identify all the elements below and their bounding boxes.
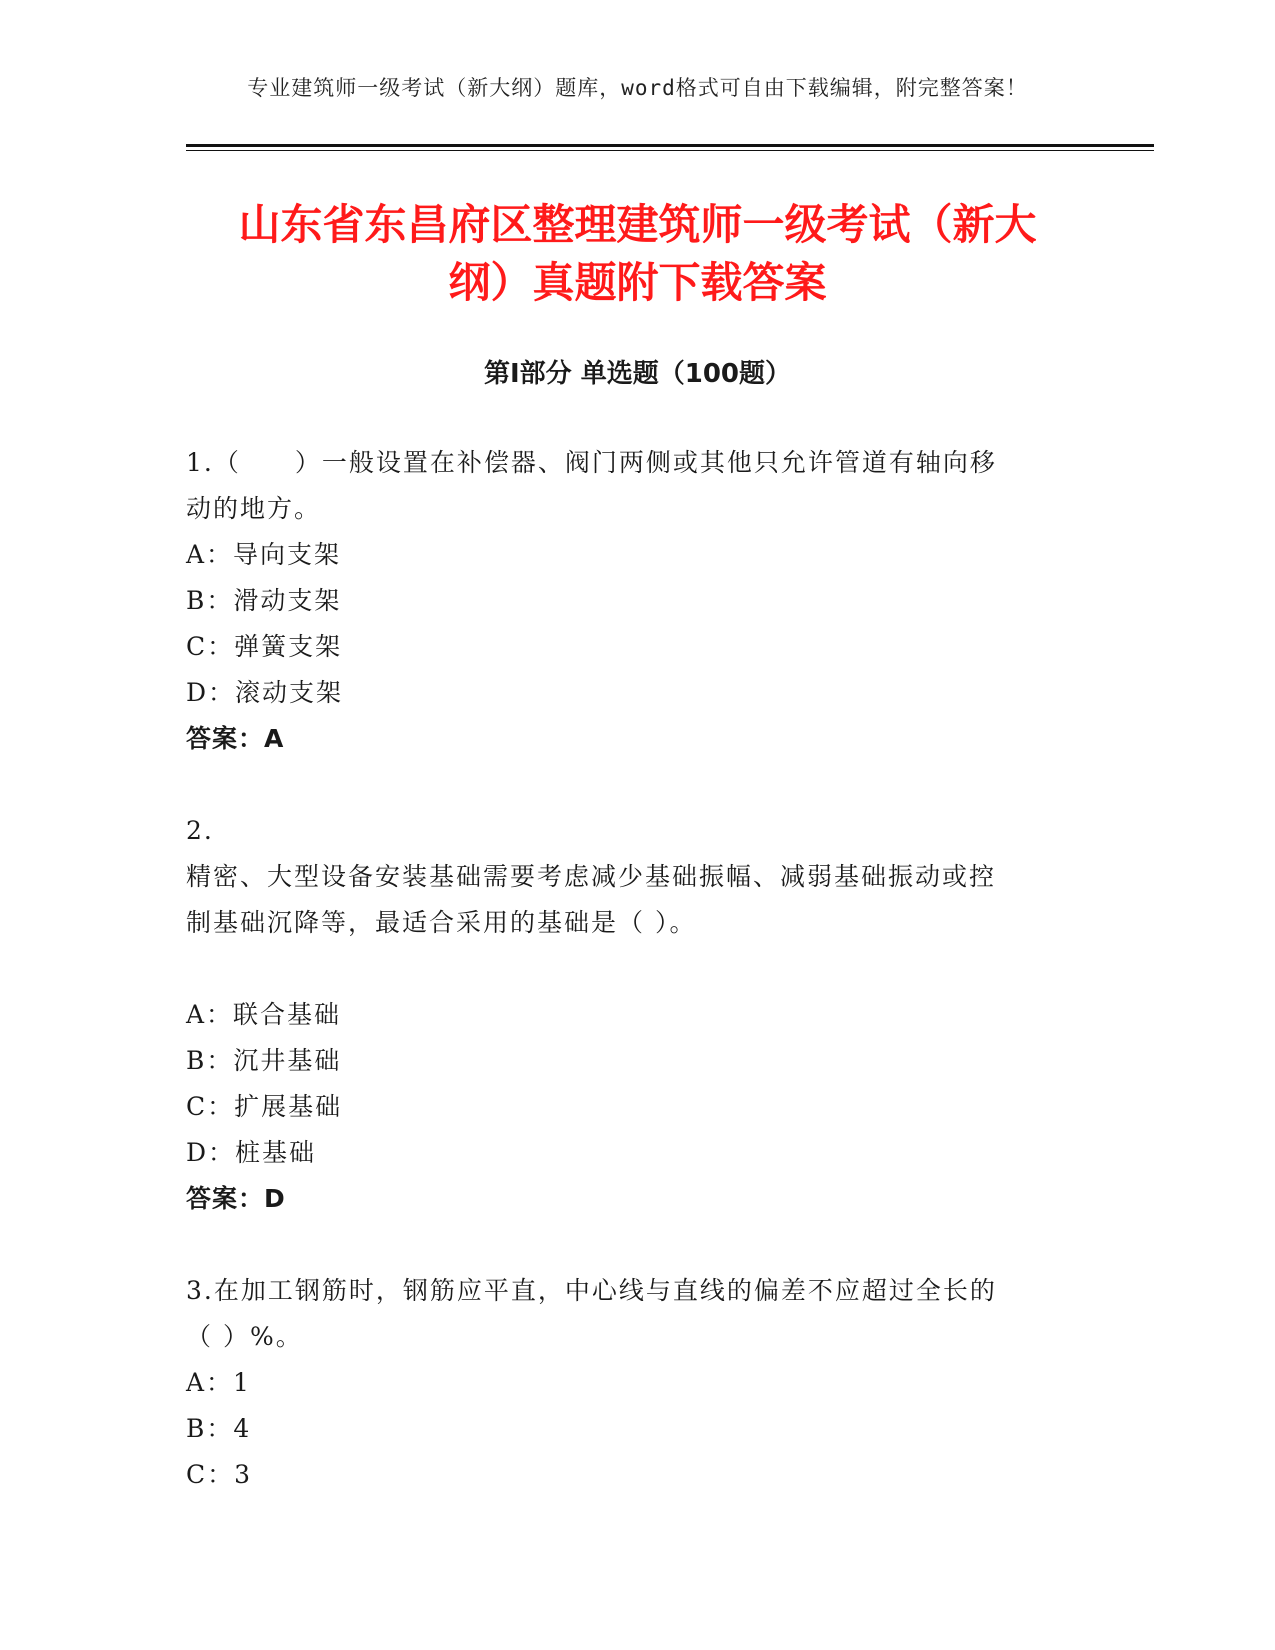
document-title [150, 196, 1125, 312]
question-2 [186, 808, 1066, 1222]
answer-label: 答案：D [186, 1184, 286, 1213]
question-number: 2. [186, 816, 214, 845]
header-note: 专业建筑师一级考试（新大纲）题库，word格式可自由下载编辑，附完整答案！ [247, 76, 1028, 100]
option-b: B：滑动支架 [186, 586, 342, 615]
header-rule-thin [186, 150, 1154, 151]
spacer [186, 1222, 1066, 1268]
option-a: A：联合基础 [186, 1000, 342, 1029]
spacer [186, 762, 1066, 808]
question-stem: 精密、大型设备安装基础需要考虑减少基础振幅、减弱基础振动或控 [186, 862, 997, 891]
option-c: C：扩展基础 [186, 1092, 343, 1121]
answer-label: 答案：A [186, 724, 285, 753]
question-3 [186, 1268, 1066, 1498]
question-1 [186, 440, 1066, 762]
question-stem: （ ）%。 [186, 1322, 303, 1351]
spacer [186, 946, 1066, 992]
option-c: C：弹簧支架 [186, 632, 343, 661]
question-stem: 1.（ ）一般设置在补偿器、阀门两侧或其他只允许管道有轴向移 [186, 448, 997, 477]
option-b: B：沉井基础 [186, 1046, 342, 1075]
option-b: B：4 [186, 1414, 252, 1443]
title-line-1: 山东省东昌府区整理建筑师一级考试（新大 [238, 200, 1037, 249]
question-stem: 动的地方。 [186, 494, 322, 523]
header-rule-thick [186, 144, 1154, 147]
title-line-2: 纲）真题附下载答案 [448, 258, 827, 307]
question-stem: 制基础沉降等，最适合采用的基础是（ ）。 [186, 908, 697, 937]
question-list [186, 440, 1066, 1498]
question-stem: 3.在加工钢筋时，钢筋应平直，中心线与直线的偏差不应超过全长的 [186, 1276, 997, 1305]
option-a: A：导向支架 [186, 540, 342, 569]
option-c: C：3 [186, 1460, 253, 1489]
option-d: D：滚动支架 [186, 678, 344, 707]
option-a: A：1 [186, 1368, 251, 1397]
option-d: D：桩基础 [186, 1138, 317, 1167]
section-title: 第Ⅰ部分 单选题（100题） [484, 359, 791, 389]
